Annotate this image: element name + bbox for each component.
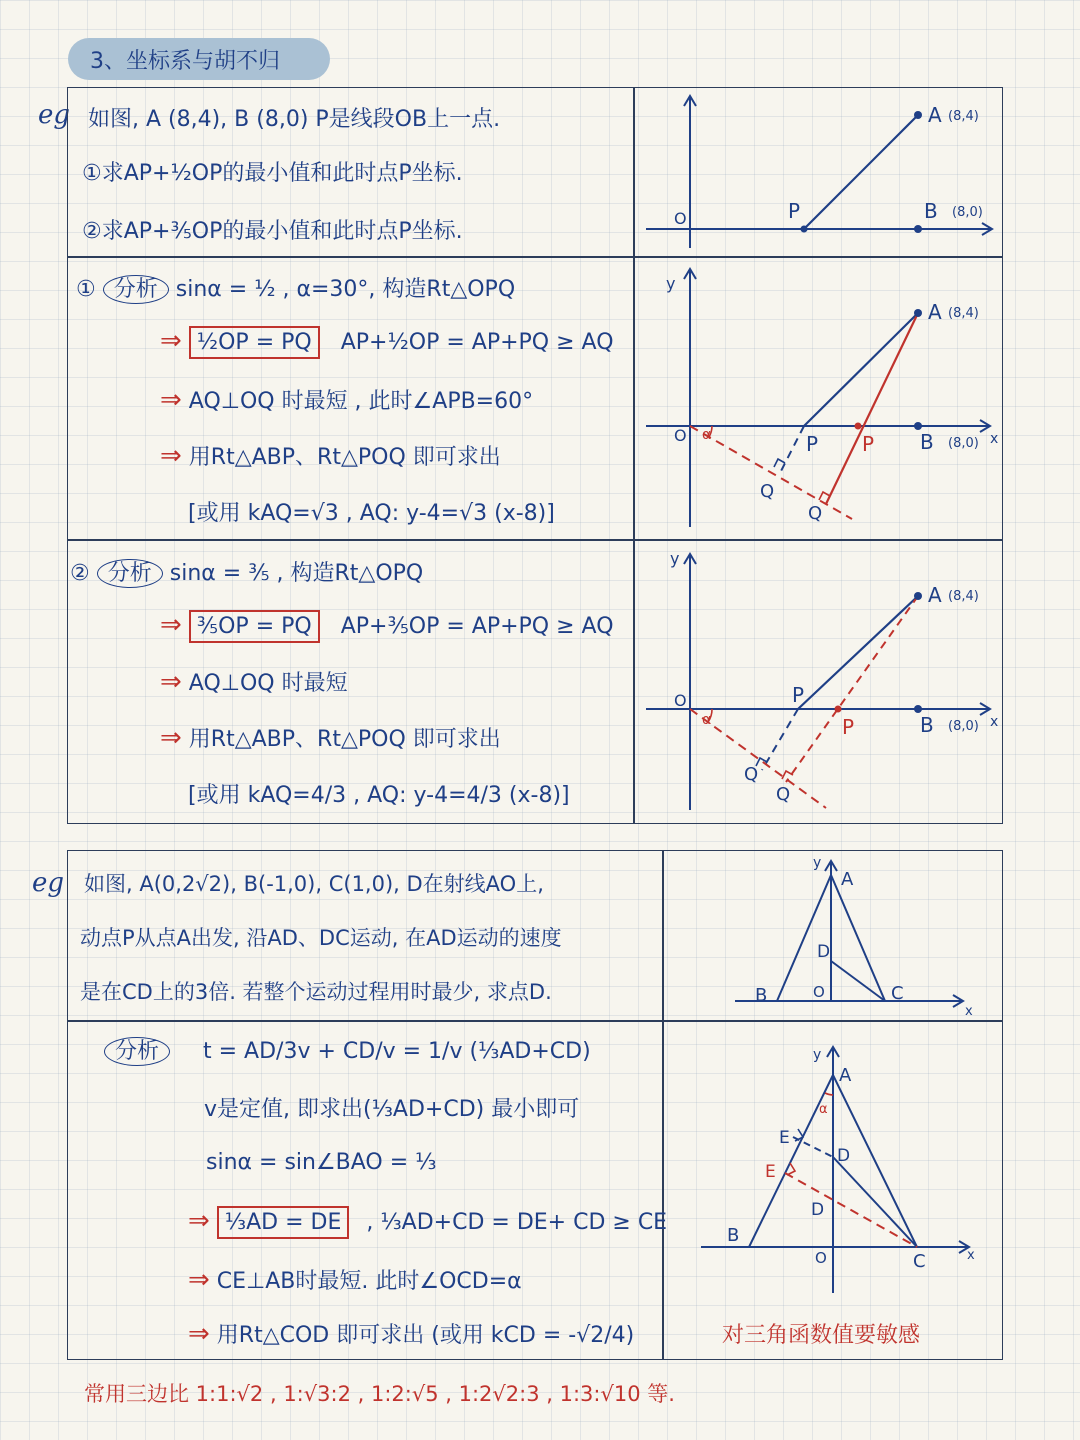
part2-line3-text: 用Rt△ABP、Rt△POQ 即可求出: [188, 727, 501, 752]
label-P: P: [806, 432, 819, 456]
part1-line3: [160, 440, 501, 471]
part2-line2-text: AQ⊥OQ 时最短: [188, 671, 348, 696]
label-O: O: [813, 983, 825, 1001]
label-A: A: [928, 300, 942, 324]
ex2-analysis-line5-text: 用Rt△COD 即可求出 (或用 kCD = -√2/4): [216, 1323, 635, 1348]
point-A: [914, 309, 922, 317]
point-P-red: [855, 423, 862, 430]
part1-line1-text: AP+½OP = AP+PQ ≥ AQ: [340, 330, 614, 355]
footer-ratios: 常用三边比 1:1:√2 , 1:√3:2 , 1:2:√5 , 1:2√2:3 , 1:3:√10 等.: [84, 1382, 675, 1406]
label-C: C: [891, 983, 904, 1004]
label-y: y: [670, 549, 680, 568]
label-Q-red: Q: [776, 784, 791, 805]
right-angle-mark: [782, 771, 793, 779]
angle-arc: [825, 1093, 833, 1095]
point-P: [801, 226, 808, 233]
label-P: P: [792, 683, 805, 707]
ex2-analysis-tag: 分析: [104, 1037, 170, 1066]
part2-line2: [160, 666, 348, 697]
part1-line2-text: AQ⊥OQ 时最短 , 此时∠APB=60°: [188, 389, 534, 414]
label-alpha: α: [819, 1102, 828, 1117]
label-Q: Q: [744, 764, 759, 785]
label-x: x: [967, 1248, 975, 1263]
ex2-analysis-line4-text: CE⊥AB时最短. 此时∠OCD=α: [216, 1269, 522, 1294]
label-O: O: [674, 209, 687, 228]
label-P-red: P: [842, 715, 855, 739]
label-P-red: P: [862, 432, 875, 456]
label-A-coord: (8,4): [948, 306, 979, 321]
example1-divider-v: [633, 87, 635, 824]
label-y: y: [813, 1047, 822, 1063]
example1-divider-h1: [67, 256, 1003, 258]
implies-arrow: ⇒: [160, 610, 182, 640]
part2-head: [70, 556, 423, 587]
implies-arrow: ⇒: [160, 723, 182, 753]
implies-arrow: ⇒: [160, 441, 182, 471]
label-B: B: [755, 985, 768, 1006]
ex1-problem-line3: ②求AP+⅗OP的最小值和此时点P坐标.: [82, 219, 463, 244]
ex2-problem-line3: 是在CD上的3倍. 若整个运动过程用时最少, 求点D.: [80, 980, 552, 1004]
ex2-analysis-line4: [188, 1264, 522, 1295]
example1-divider-h2: [67, 539, 1003, 541]
part2-line3: [160, 722, 501, 753]
point-B: [914, 422, 922, 430]
part1-line1: [160, 326, 614, 356]
point-A: [914, 111, 922, 119]
label-alpha: α: [702, 712, 712, 728]
label-E-red: E: [765, 1162, 776, 1182]
label-Q: Q: [760, 481, 775, 502]
ex2-analysis-line1: v是定值, 即求出(⅓AD+CD) 最小即可: [204, 1097, 580, 1122]
figure-part1: [636, 259, 1000, 537]
label-y: y: [666, 274, 676, 293]
segment-AP: [798, 596, 918, 709]
label-C: C: [913, 1251, 926, 1272]
part1-boxed-relation: ½OP = PQ: [189, 326, 320, 359]
eg-label-1: eg: [38, 100, 71, 130]
implies-arrow: ⇒: [188, 1319, 210, 1349]
section-title-text: 3、坐标系与胡不归: [90, 48, 280, 74]
segment-AQ: [826, 313, 918, 504]
segment-AP: [804, 313, 918, 426]
segment-PQ: [762, 709, 798, 770]
segment-CE: [785, 1173, 917, 1247]
figure-problem1: [636, 90, 1000, 254]
ex2-analysis-line3: [188, 1206, 667, 1236]
label-alpha: α: [702, 427, 712, 443]
part1-head-text: sinα = ½ , α=30°, 构造Rt△OPQ: [175, 277, 516, 302]
ex2-analysis-line2: sinα = sin∠BAO = ⅓: [206, 1150, 437, 1175]
part2-line4: [或用 kAQ=4/3 , AQ: y-4=4/3 (x-8)]: [188, 783, 570, 808]
label-x: x: [990, 431, 999, 447]
implies-arrow: ⇒: [188, 1206, 210, 1236]
label-B-coord: (8,0): [948, 719, 979, 734]
part1-analysis-tag: 分析: [103, 275, 169, 304]
segment-DC: [833, 1157, 917, 1247]
label-A: A: [928, 103, 942, 127]
ray-OQ: [690, 426, 852, 519]
label-P: P: [788, 199, 801, 223]
eg-label-2: eg: [32, 868, 65, 898]
label-B: B: [924, 199, 938, 223]
point-A: [914, 592, 922, 600]
part2-line1: [160, 610, 614, 640]
implies-arrow: ⇒: [188, 1265, 210, 1295]
ex2-analysis-formula: t = AD/3v + CD/v = 1/v (⅓AD+CD): [203, 1039, 591, 1064]
label-B: B: [920, 430, 934, 454]
part1-line2: [160, 384, 533, 415]
ex2-analysis-line0: [104, 1034, 591, 1065]
label-B: B: [920, 713, 934, 737]
label-A-coord: (8,4): [948, 589, 979, 604]
figure-problem2: [665, 853, 1001, 1018]
ex1-problem-line1: 如图, A (8,4), B (8,0) P是线段OB上一点.: [88, 107, 501, 132]
point-P-red: [835, 706, 842, 713]
label-x: x: [990, 714, 999, 730]
part2-boxed-relation: ⅗OP = PQ: [189, 610, 320, 643]
implies-arrow: ⇒: [160, 326, 182, 356]
implies-arrow: ⇒: [160, 385, 182, 415]
part2-num: ②: [70, 561, 90, 586]
segment-ED: [793, 1137, 833, 1157]
implies-arrow: ⇒: [160, 667, 182, 697]
figure-analysis2: [665, 1023, 1001, 1313]
part1-line3-text: 用Rt△ABP、Rt△POQ 即可求出: [188, 445, 501, 470]
part1-line4: [或用 kAQ=√3 , AQ: y-4=√3 (x-8)]: [188, 501, 555, 526]
label-B: B: [727, 1225, 740, 1246]
ex2-analysis-line3-text: , ⅓AD+CD = DE+ CD ≥ CE: [366, 1210, 668, 1235]
label-y: y: [813, 855, 822, 871]
point-B: [914, 225, 922, 233]
label-D: D: [837, 1146, 851, 1166]
label-A: A: [839, 1065, 852, 1086]
ex2-problem-line2: 动点P从点A出发, 沿AD、DC运动, 在AD运动的速度: [80, 926, 562, 950]
label-B-coord: (8,0): [952, 205, 983, 220]
part2-line1-text: AP+⅗OP = AP+PQ ≥ AQ: [340, 614, 614, 639]
ex2-problem-line1: 如图, A(0,2√2), B(-1,0), C(1,0), D在射线AO上,: [84, 872, 544, 896]
segment-PQ: [781, 426, 804, 471]
label-E: E: [779, 1128, 790, 1148]
part1-num: ①: [76, 277, 96, 302]
label-x: x: [965, 1004, 973, 1018]
part2-analysis-tag: 分析: [97, 559, 163, 588]
label-Q-red: Q: [808, 503, 823, 524]
example2-divider-h: [67, 1020, 1003, 1022]
label-A-coord: (8,4): [948, 109, 979, 124]
figure-part2: [636, 542, 1000, 822]
label-B-coord: (8,0): [948, 436, 979, 451]
part1-head: [76, 272, 515, 303]
ex2-note: 对三角函数值要敏感: [722, 1323, 921, 1348]
label-O: O: [815, 1249, 827, 1267]
segment-AP: [804, 115, 918, 229]
ex1-problem-line2: ①求AP+½OP的最小值和此时点P坐标.: [82, 161, 463, 186]
ex2-boxed-relation: ⅓AD = DE: [217, 1206, 350, 1239]
label-A: A: [841, 869, 854, 890]
label-D: D: [817, 942, 831, 962]
example2-divider-v: [662, 850, 664, 1360]
part2-head-text: sinα = ⅗ , 构造Rt△OPQ: [169, 561, 424, 586]
section-title: [68, 38, 330, 80]
label-O: O: [674, 691, 687, 710]
segment-AQ: [786, 596, 918, 782]
label-A: A: [928, 583, 942, 607]
ex2-analysis-line5: [188, 1318, 634, 1349]
label-O: O: [674, 426, 687, 445]
label-D-red: D: [811, 1200, 825, 1220]
point-B: [914, 705, 922, 713]
